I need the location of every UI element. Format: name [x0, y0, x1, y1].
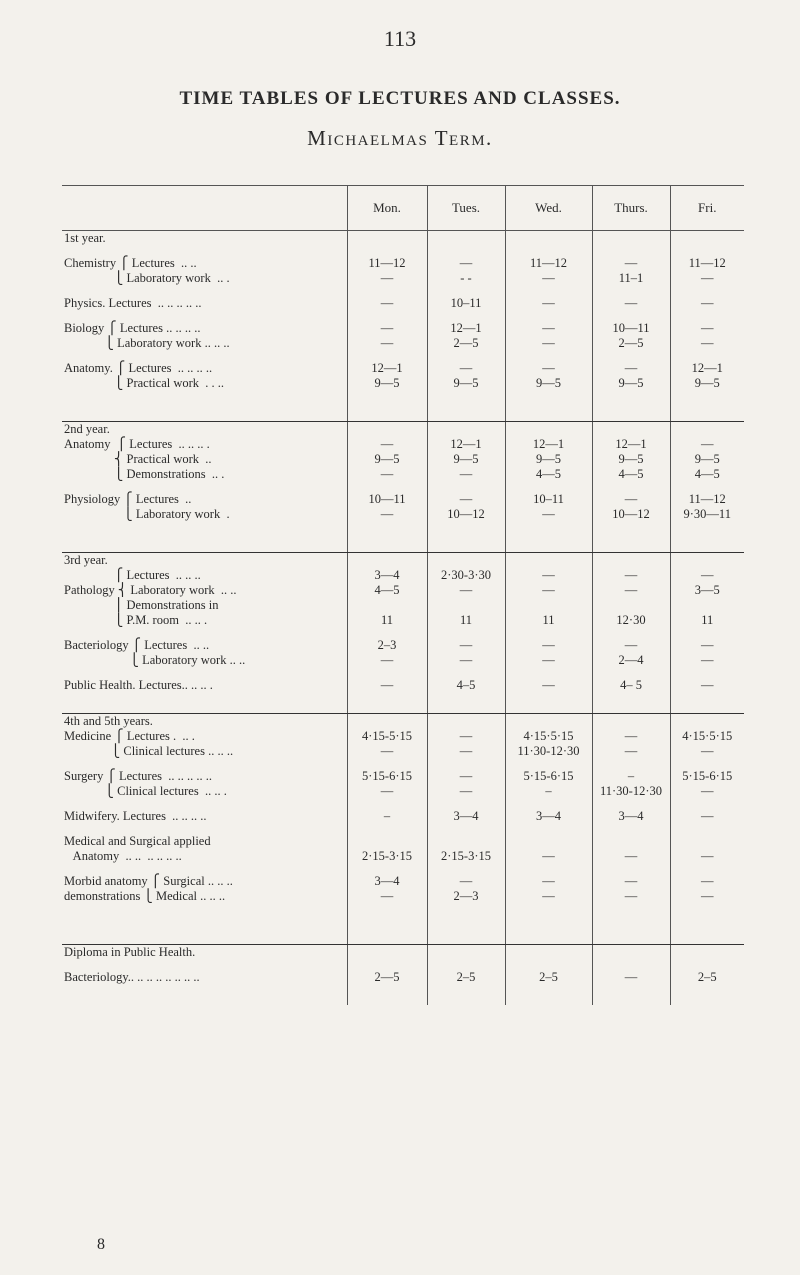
subject-label: Midwifery. Lectures .. .. .. ..: [64, 809, 207, 823]
time-cell: 2–5: [697, 970, 717, 984]
timetable: [62, 185, 744, 1005]
time-cell: - -: [460, 271, 472, 285]
day-column-2: [505, 231, 592, 422]
time-cell: [428, 598, 505, 613]
time-cell: 4—5: [536, 467, 561, 481]
time-cell: —: [380, 653, 394, 667]
day-column-0: [347, 422, 427, 553]
subject-label: Surgery ⎧ Lectures .. .. .. .. ..: [64, 769, 213, 783]
subject-label: ⎩ P.M. room .. .. .: [64, 613, 208, 627]
subject-label: ⎩ Practical work . . ..: [64, 376, 225, 390]
day-column-2: [505, 714, 592, 945]
time-cell: 10—12: [612, 507, 650, 521]
year-heading: 1st year.: [64, 231, 106, 245]
subject-label: ⎩ Laboratory work .. .: [64, 271, 230, 285]
time-cell: 12—1: [691, 361, 723, 375]
time-cell: —: [624, 256, 638, 270]
day-header-tues: Tues.: [427, 186, 505, 231]
time-cell: [671, 598, 745, 613]
section-label-column: [62, 945, 347, 1006]
section-4: [62, 714, 744, 945]
time-cell: —: [624, 849, 638, 863]
time-cell: —: [624, 729, 638, 743]
time-cell: —: [542, 638, 555, 652]
header-blank: [62, 186, 347, 231]
time-cell: —: [624, 492, 638, 506]
time-cell: —: [701, 889, 714, 903]
day-column-3: [592, 714, 670, 945]
time-cell: —: [542, 889, 555, 903]
subject-label: ⎩ Clinical lectures .. .. .: [64, 784, 227, 798]
time-cell: 9—5: [453, 376, 479, 390]
section-label-column: [62, 422, 347, 553]
time-cell: 9·30—11: [683, 507, 731, 521]
day-column-3: [592, 553, 670, 714]
day-column-1: [427, 231, 505, 422]
time-cell: 12—1: [615, 437, 647, 451]
time-cell: 5·15-6·15: [523, 769, 574, 783]
time-cell: 3—4: [453, 809, 479, 823]
time-cell: 11—12: [688, 492, 726, 506]
time-cell: —: [624, 296, 638, 310]
time-cell: —: [624, 744, 638, 758]
year-heading: Diploma in Public Health.: [64, 945, 196, 959]
time-cell: 12—1: [450, 321, 482, 335]
time-cell: 2·30-3·30: [441, 568, 491, 582]
subject-label: Anatomy ⎧ Lectures .. .. .. .: [64, 437, 210, 451]
time-cell: —: [542, 361, 555, 375]
time-cell: [671, 834, 745, 849]
time-cell: [428, 834, 505, 849]
time-cell: 12—1: [450, 437, 482, 451]
section-5: [62, 945, 744, 1006]
time-cell: —: [459, 492, 473, 506]
subject-label: Public Health. Lectures.. .. .. .: [64, 678, 213, 692]
subject-label: ⎩ Laboratory work .: [64, 507, 230, 521]
subject-label: ⎪ Demonstrations in: [64, 598, 219, 612]
subject-label: ⎩ Laboratory work .. ..: [64, 653, 246, 667]
time-cell: 2—3: [453, 889, 479, 903]
day-column-0: [347, 553, 427, 714]
time-cell: —: [624, 568, 638, 582]
subject-label: Medical and Surgical applied: [64, 834, 211, 848]
subject-label: Pathology ⎨ Laboratory work .. ..: [64, 583, 237, 597]
time-cell: —: [380, 336, 394, 350]
time-cell: 4·15-5·15: [362, 729, 412, 743]
time-cell: 2—5: [453, 336, 479, 350]
time-cell: 2—5: [618, 336, 644, 350]
time-cell: —: [542, 874, 555, 888]
time-cell: —: [701, 849, 714, 863]
time-cell: [506, 598, 592, 613]
time-cell: 9—5: [536, 452, 561, 466]
subject-label: Chemistry ⎧ Lectures .. ..: [64, 256, 197, 270]
subject-label: Biology ⎧ Lectures .. .. .. ..: [64, 321, 201, 335]
time-cell: —: [542, 653, 555, 667]
term-subtitle: Michaelmas Term.: [307, 126, 493, 150]
day-column-4: [670, 945, 744, 1006]
time-cell: —: [624, 970, 638, 984]
time-cell: 2—5: [374, 970, 400, 984]
subject-label: Anatomy .. .. .. .. .. ..: [64, 849, 182, 863]
footer-number: 8: [97, 1236, 105, 1253]
time-cell: –: [545, 784, 552, 798]
time-cell: 4—5: [694, 467, 720, 481]
day-column-1: [427, 553, 505, 714]
section-1: [62, 231, 744, 422]
subject-label: ⎧ Lectures .. .. ..: [64, 568, 201, 582]
time-cell: 4–5: [456, 678, 476, 692]
time-cell: 11: [701, 613, 714, 627]
time-cell: —: [459, 769, 473, 783]
time-cell: —: [624, 638, 638, 652]
time-cell: 12·30: [616, 613, 646, 627]
time-cell: 4—5: [618, 467, 644, 481]
time-cell: —: [380, 467, 394, 481]
time-cell: —: [542, 296, 555, 310]
time-cell: 11: [459, 613, 473, 627]
time-cell: 10—12: [447, 507, 485, 521]
time-cell: 9—5: [374, 376, 400, 390]
time-cell: 3—4: [374, 568, 400, 582]
time-cell: 9—5: [694, 452, 720, 466]
time-cell: –: [383, 809, 391, 823]
year-heading: 2nd year.: [64, 422, 110, 436]
day-column-0: [347, 231, 427, 422]
time-cell: 4·15·5·15: [523, 729, 574, 743]
day-column-2: [505, 422, 592, 553]
time-cell: [348, 834, 427, 849]
time-cell: 5·15-6·15: [682, 769, 733, 783]
time-cell: 9—5: [618, 452, 644, 466]
time-cell: [348, 598, 427, 613]
time-cell: –: [627, 769, 635, 783]
day-column-4: [670, 231, 744, 422]
subject-label: ⎨ Practical work ..: [64, 452, 212, 466]
time-cell: —: [459, 638, 473, 652]
time-cell: —: [701, 744, 714, 758]
year-heading: 4th and 5th years.: [64, 714, 153, 728]
section-2: [62, 422, 744, 553]
page-number: 113: [383, 26, 417, 51]
time-cell: —: [542, 321, 555, 335]
page-title: TIME TABLES OF LECTURES AND CLASSES.: [179, 88, 621, 109]
time-cell: —: [701, 874, 714, 888]
time-cell: —: [542, 507, 555, 521]
time-cell: 2—4: [618, 653, 644, 667]
time-cell: —: [380, 744, 394, 758]
time-cell: 11—12: [529, 256, 568, 270]
time-cell: 11–1: [618, 271, 644, 285]
time-cell: —: [380, 296, 394, 310]
day-column-2: [505, 945, 592, 1006]
subject-label: Bacteriology.. .. .. .. .. .. .. ..: [64, 970, 200, 984]
time-cell: —: [459, 467, 473, 481]
day-header-mon: Mon.: [347, 186, 427, 231]
time-cell: —: [701, 784, 714, 798]
time-cell: —: [701, 809, 714, 823]
time-cell: —: [380, 784, 394, 798]
time-cell: 9—5: [618, 376, 644, 390]
time-cell: [593, 834, 670, 849]
day-column-3: [592, 422, 670, 553]
day-column-4: [670, 553, 744, 714]
time-cell: —: [380, 678, 394, 692]
time-cell: —: [459, 653, 473, 667]
day-column-4: [670, 714, 744, 945]
day-column-1: [427, 714, 505, 945]
time-cell: —: [542, 583, 555, 597]
day-column-1: [427, 422, 505, 553]
time-cell: 2–5: [539, 970, 558, 984]
time-cell: —: [459, 729, 473, 743]
subject-label: demonstrations ⎩ Medical .. .. ..: [64, 889, 226, 903]
section-label-column: [62, 553, 347, 714]
section-label-column: [62, 231, 347, 422]
time-cell: 9—5: [536, 376, 561, 390]
time-cell: —: [542, 678, 555, 692]
time-cell: 11·30-12·30: [517, 744, 580, 758]
time-cell: [593, 598, 670, 613]
time-cell: 10–11: [450, 296, 482, 310]
day-column-0: [347, 945, 427, 1006]
time-cell: 3—4: [536, 809, 561, 823]
time-cell: —: [459, 583, 473, 597]
time-cell: —: [459, 256, 473, 270]
day-column-3: [592, 945, 670, 1006]
time-cell: —: [380, 437, 394, 451]
time-cell: —: [459, 744, 473, 758]
time-cell: —: [624, 583, 638, 597]
time-cell: —: [701, 638, 714, 652]
section-3: [62, 553, 744, 714]
time-cell: —: [459, 874, 473, 888]
time-cell: —: [701, 653, 714, 667]
time-cell: 2–5: [456, 970, 476, 984]
time-cell: —: [624, 874, 638, 888]
day-header-thurs: Thurs.: [592, 186, 670, 231]
time-cell: 11—12: [688, 256, 726, 270]
subject-label: ⎩ Laboratory work .. .. ..: [64, 336, 230, 350]
time-cell: —: [542, 568, 555, 582]
subject-label: ⎩ Clinical lectures .. .. ..: [64, 744, 234, 758]
time-cell: 9—5: [453, 452, 479, 466]
time-cell: —: [380, 889, 394, 903]
time-cell: 4·15·5·15: [682, 729, 733, 743]
time-cell: 11—12: [368, 256, 406, 270]
time-cell: —: [542, 271, 555, 285]
subject-label: Medicine ⎧ Lectures . .. .: [64, 729, 195, 743]
section-label-column: [62, 714, 347, 945]
time-cell: 3—4: [618, 809, 644, 823]
day-column-2: [505, 553, 592, 714]
time-cell: —: [459, 361, 473, 375]
time-cell: 2·15-3·15: [362, 849, 412, 863]
time-cell: —: [701, 336, 714, 350]
time-cell: —: [542, 849, 555, 863]
time-cell: 4—5: [374, 583, 400, 597]
year-heading: 3rd year.: [64, 553, 108, 567]
time-cell: —: [624, 889, 638, 903]
day-column-4: [670, 422, 744, 553]
time-cell: 12—1: [532, 437, 565, 451]
time-cell: —: [459, 784, 473, 798]
subject-label: Physics. Lectures .. .. .. .. ..: [64, 296, 202, 310]
day-header-fri: Fri.: [670, 186, 744, 231]
time-cell: —: [380, 321, 394, 335]
time-cell: —: [542, 336, 555, 350]
time-cell: 11: [542, 613, 555, 627]
time-cell: —: [701, 437, 714, 451]
time-cell: 4– 5: [620, 678, 642, 692]
time-cell: —: [701, 296, 714, 310]
time-cell: 12—1: [371, 361, 403, 375]
time-cell: 10–11: [533, 492, 564, 506]
time-cell: —: [624, 361, 638, 375]
time-cell: 9—5: [374, 452, 400, 466]
time-cell: —: [701, 321, 714, 335]
time-cell: —: [380, 271, 394, 285]
time-cell: 9—5: [694, 376, 720, 390]
day-column-3: [592, 231, 670, 422]
time-cell: 3—5: [694, 583, 720, 597]
subject-label: Bacteriology ⎧ Lectures .. ..: [64, 638, 210, 652]
time-cell: —: [701, 568, 714, 582]
time-cell: 11·30-12·30: [599, 784, 663, 798]
time-cell: 11: [380, 613, 394, 627]
day-column-1: [427, 945, 505, 1006]
subject-label: Anatomy. ⎧ Lectures .. .. .. ..: [64, 361, 213, 375]
time-cell: 2·15-3·15: [441, 849, 491, 863]
time-cell: 2–3: [377, 638, 397, 652]
time-cell: 10—11: [612, 321, 650, 335]
time-cell: —: [701, 678, 714, 692]
time-cell: 5·15-6·15: [362, 769, 412, 783]
time-cell: —: [380, 507, 394, 521]
subject-label: ⎩ Demonstrations .. .: [64, 467, 225, 481]
subject-label: Morbid anatomy ⎧ Surgical .. .. ..: [64, 874, 233, 888]
time-cell: 3—4: [374, 874, 400, 888]
time-cell: [506, 834, 592, 849]
day-header-wed: Wed.: [505, 186, 592, 231]
header-row: [62, 186, 744, 231]
time-cell: —: [701, 271, 714, 285]
time-cell: 10—11: [368, 492, 406, 506]
subject-label: Physiology ⎧ Lectures ..: [64, 492, 192, 506]
day-column-0: [347, 714, 427, 945]
